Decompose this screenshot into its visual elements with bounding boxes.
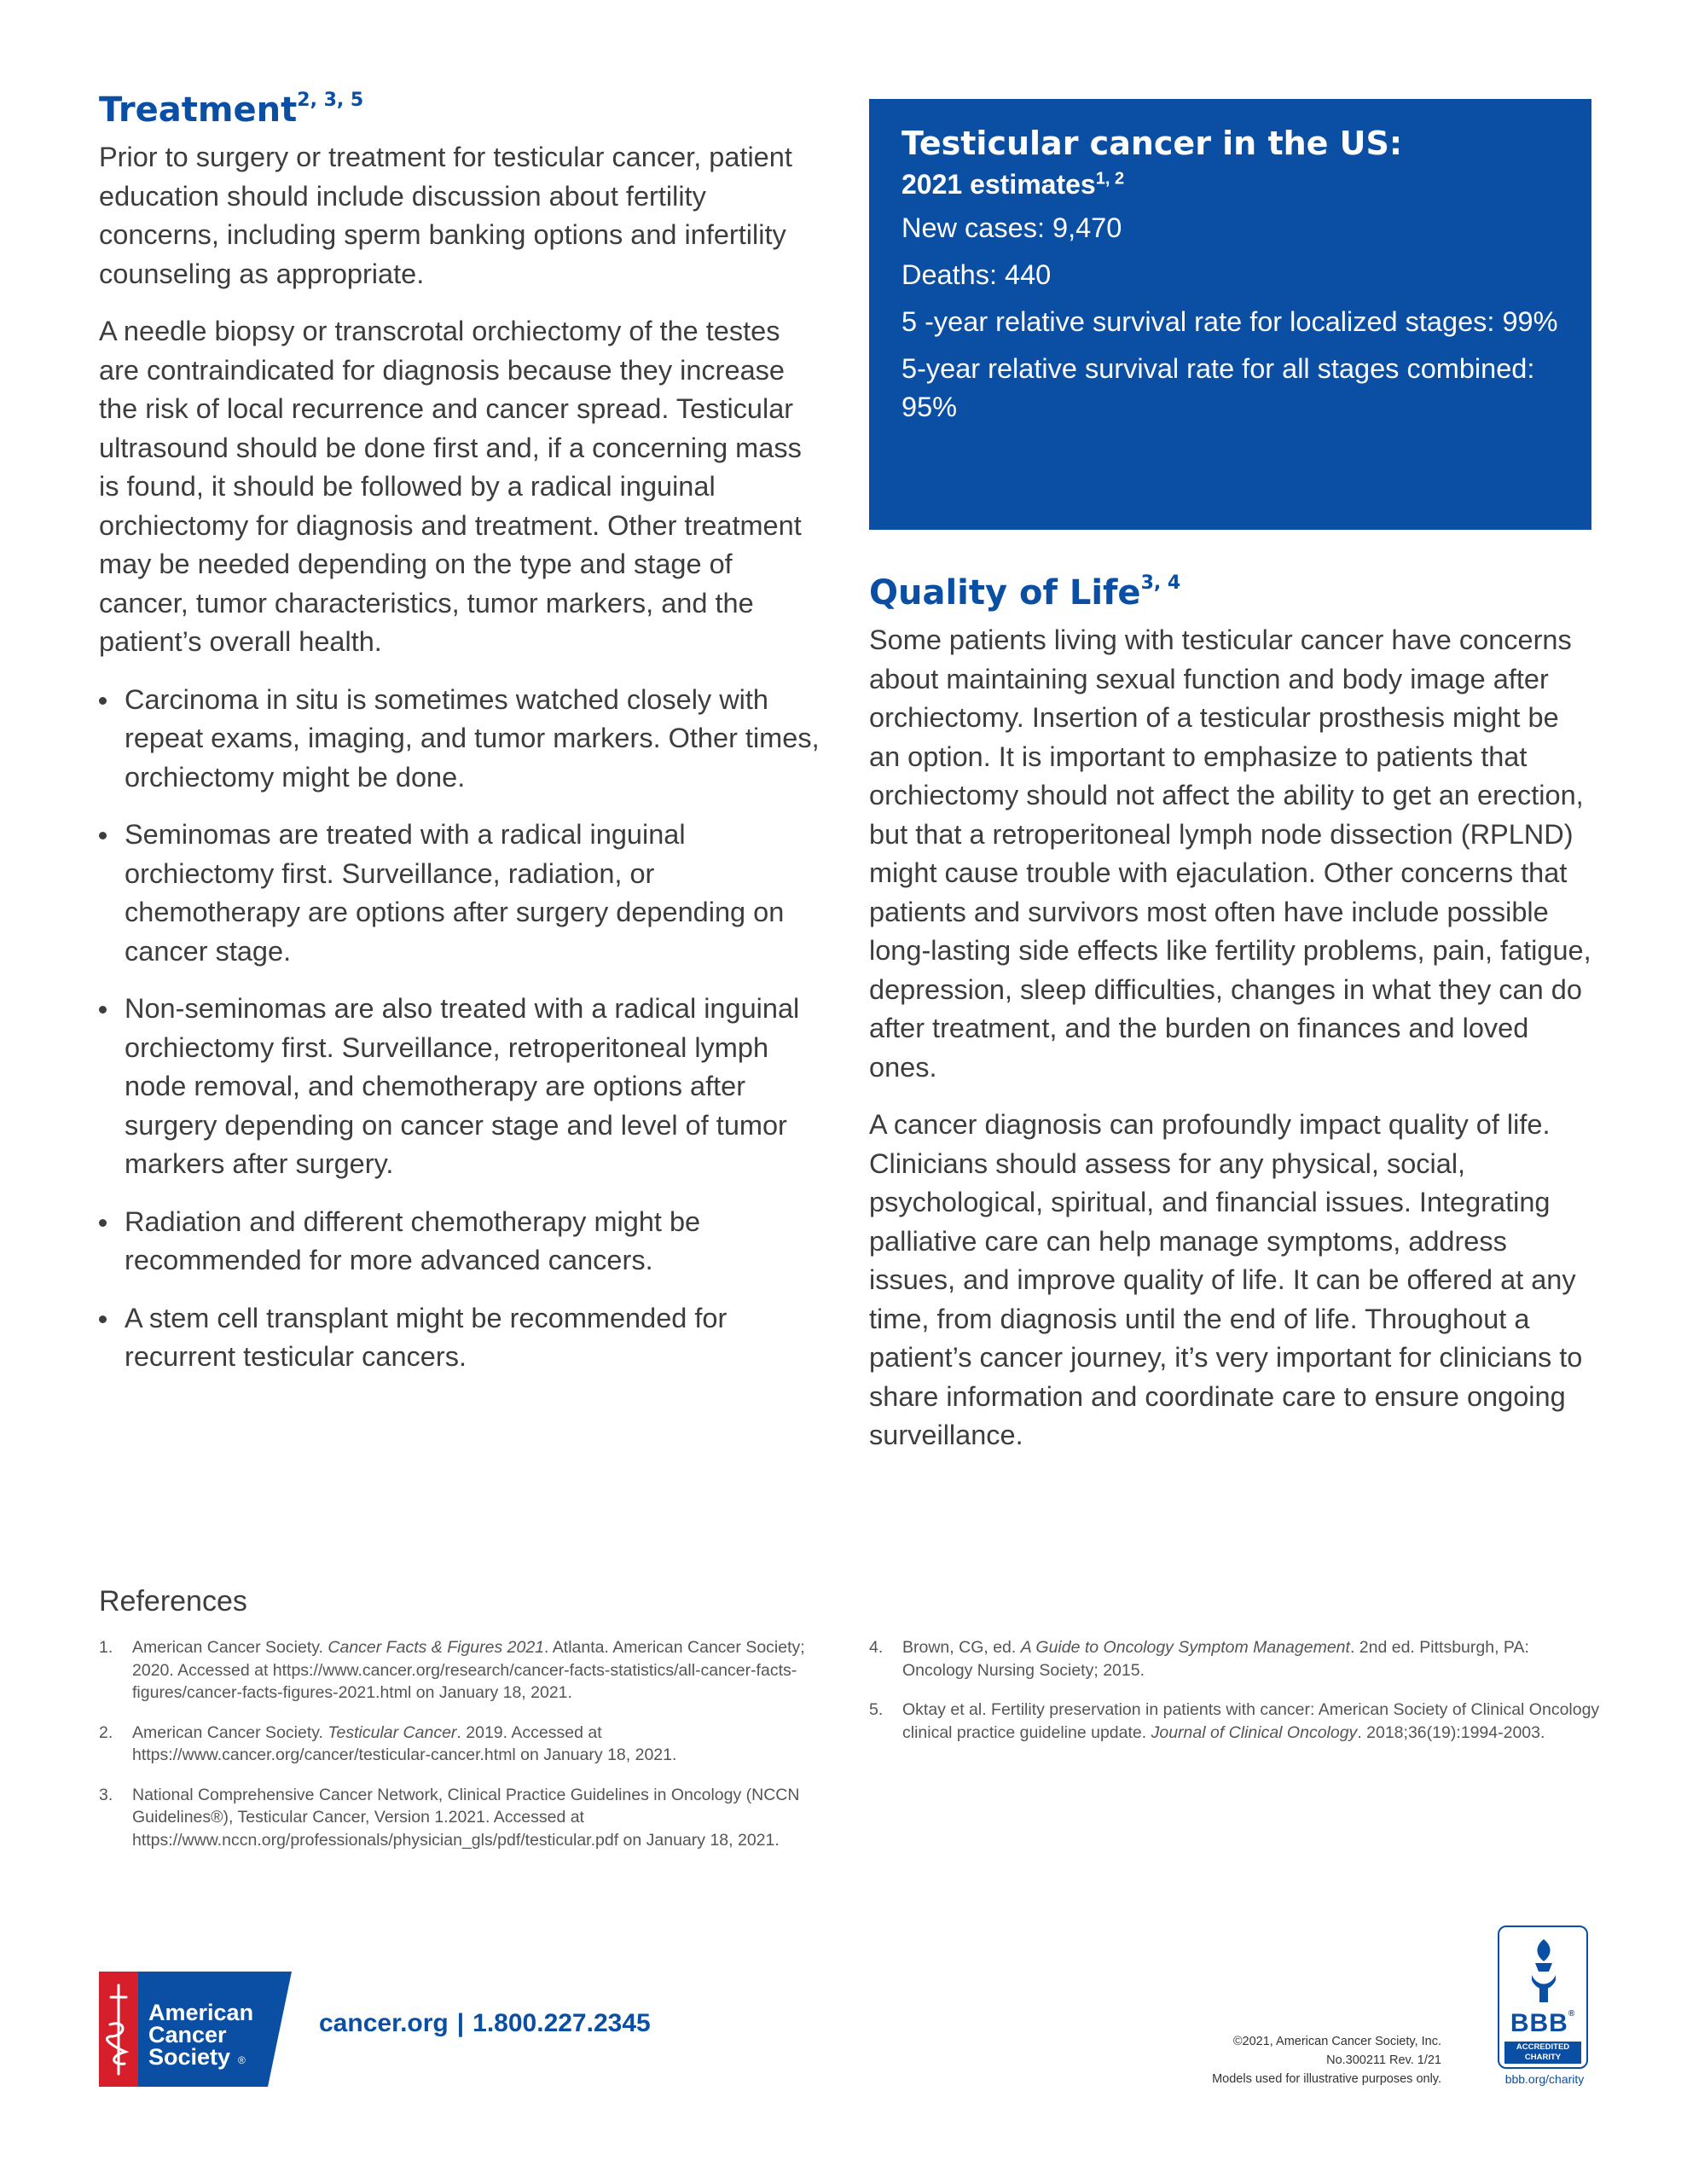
reference-item: 2. American Cancer Society. Testicular Cancer. 2019. Accessed at https://www.cancer.org/cancer/testicular-cancer.html on January 18, 2021.: [99, 1722, 677, 1764]
quality-heading-refs: 3, 4: [1140, 572, 1181, 594]
quality-of-life-section: [869, 573, 1594, 1474]
bbb-url[interactable]: bbb.org/charity: [1504, 2072, 1585, 2086]
logo-line-3: Society: [148, 2044, 231, 2070]
bullet-icon: [99, 832, 107, 839]
contact-info: [319, 2009, 651, 2038]
stat-deaths: Deaths: 440: [901, 259, 1052, 290]
bbb-seal: [1498, 1926, 1588, 2069]
bbb-label: BBB®: [1510, 2009, 1576, 2037]
bbb-accredited-charity-label: ACCREDITED CHARITY: [1504, 2042, 1581, 2064]
logo-registered-mark: ®: [238, 2054, 246, 2066]
list-item: A stem cell transplant might be recommended for recurrent testicular cancers.: [99, 1299, 824, 1377]
treatment-heading: Treatment$^{2, 3, 5}$: [99, 89, 364, 130]
list-item: Radiation and different chemotherapy might be recommended for more advanced cancers.: [99, 1203, 824, 1281]
treatment-bullet-list: [99, 681, 824, 1377]
bullet-icon: [99, 697, 107, 705]
references-heading: References: [99, 1585, 247, 1618]
references-column-right: [869, 1636, 1603, 1761]
quality-paragraph-1: Some patients living with testicular cancer have concerns about maintaining sexual function and body image after orchiectomy. Insertion of a testicular prosthesis might be an option. It is important to emphasize to patients that orchiectomy should not affect the ability to get an erection, but that a retroperitoneal lymph node dissection (RPLND) might cause trouble with ejaculation. Other concerns that patients and survivors most often have include possible long-lasting side effects like fertility problems, pain, fatigue, depression, sleep difficulties, changes in what they can do after treatment, and the burden on finances and loved ones.: [869, 624, 1591, 1083]
references-column-left: [99, 1636, 832, 1868]
disclaimer-text: Models used for illustrative purposes only.: [1212, 2072, 1441, 2086]
stat-survival-localized: 5 -year relative survival rate for localized stages: 99%: [901, 306, 1558, 337]
document-number: No.300211 Rev. 1/21: [1326, 2053, 1441, 2067]
fine-print: [1109, 2032, 1441, 2088]
list-item: Seminomas are treated with a radical inguinal orchiectomy first. Surveillance, radiation, or chemotherapy are options after surgery depending on cancer stage.: [99, 816, 824, 971]
bullet-icon: [99, 1006, 107, 1014]
stats-subtitle: 2021 estimates$^{1, 2}$: [901, 169, 1125, 200]
copyright-text: ©2021, American Cancer Society, Inc.: [1232, 2035, 1441, 2048]
american-cancer-society-logo: [99, 1972, 292, 2087]
contact-separator: |: [456, 2009, 465, 2037]
bbb-accredited-charity-badge: [1498, 1926, 1591, 2086]
treatment-heading-refs: 2, 3, 5: [297, 89, 364, 111]
reference-item: 5. Oktay et al. Fertility preservation in patients with cancer: American Society of Clinical Oncology clinical practice guideline update. Journal of Clinical Oncology. 2018;36(19):1994-2003.: [869, 1700, 1600, 1742]
logo-line-1: American: [148, 2000, 254, 2025]
treatment-paragraph-1: Prior to surgery or treatment for testicular cancer, patient education should include discussion about fertility concerns, including sperm banking options and infertility counseling as appropriate.: [99, 142, 792, 289]
phone-number[interactable]: 1.800.227.2345: [472, 2009, 651, 2037]
bullet-icon: [99, 1219, 107, 1227]
treatment-section: [99, 90, 824, 1396]
list-item: Non-seminomas are also treated with a radical inguinal orchiectomy first. Surveillance, retroperitoneal lymph node removal, and chemotherapy are options after surgery depending on cancer stage and level of tumor markers after surgery.: [99, 990, 824, 1184]
stats-subtitle-refs: 1, 2: [1095, 169, 1125, 189]
stat-survival-all-stages: 5-year relative survival rate for all stages combined: 95%: [901, 353, 1535, 422]
stats-title: Testicular cancer in the US:: [901, 125, 1403, 162]
treatment-paragraph-2: A needle biopsy or transcrotal orchiectomy of the testes are contraindicated for diagnosis because they increase the risk of local recurrence and cancer spread. Testicular ultrasound should be done first and, if a concerning mass is found, it should be followed by a radical inguinal orchiectomy for diagnosis and treatment. Other treatment may be needed depending on the type and stage of cancer, tumor characteristics, tumor markers, and the patient’s overall health.: [99, 316, 802, 657]
reference-item: 3. National Comprehensive Cancer Network, Clinical Practice Guidelines in Oncology (NCCN Guidelines®), Testicular Cancer, Version 1.2021. Accessed at https://www.nccn.org/professionals/physician_gls/pdf/testicular.pdf on January 18, 2021.: [99, 1785, 800, 1850]
logo-line-2: Cancer: [148, 2022, 227, 2048]
torch-icon: [1499, 1927, 1586, 2009]
reference-item: 1. American Cancer Society. Cancer Facts & Figures 2021. Atlanta. American Cancer Society; 2020. Accessed at https://www.cancer.org/research/cancer-facts-statistics/all-cancer-facts-figures/cancer-facts-figures-2021.html on January 18, 2021.: [99, 1638, 805, 1702]
bullet-icon: [99, 1316, 107, 1323]
statistics-callout-box: [869, 99, 1591, 530]
reference-item: 4. Brown, CG, ed. A Guide to Oncology Symptom Management. 2nd ed. Pittsburgh, PA: Oncology Nursing Society; 2015.: [869, 1638, 1529, 1680]
website-link[interactable]: cancer.org: [319, 2009, 449, 2037]
list-item: Carcinoma in situ is sometimes watched closely with repeat exams, imaging, and tumor markers. Other times, orchiectomy might be done.: [99, 681, 824, 798]
quality-heading: Quality of Life$^{3, 4}$: [869, 572, 1181, 613]
quality-paragraph-2: A cancer diagnosis can profoundly impact quality of life. Clinicians should assess for any physical, social, psychological, spiritual, and financial issues. Integrating palliative care can help manage symptoms, address issues, and improve quality of life. It can be offered at any time, from diagnosis until the end of life. Throughout a patient’s cancer journey, it’s very important for clinicians to share information and coordinate care to ensure ongoing surveillance.: [869, 1109, 1583, 1450]
stat-new-cases: New cases: 9,470: [901, 212, 1122, 243]
